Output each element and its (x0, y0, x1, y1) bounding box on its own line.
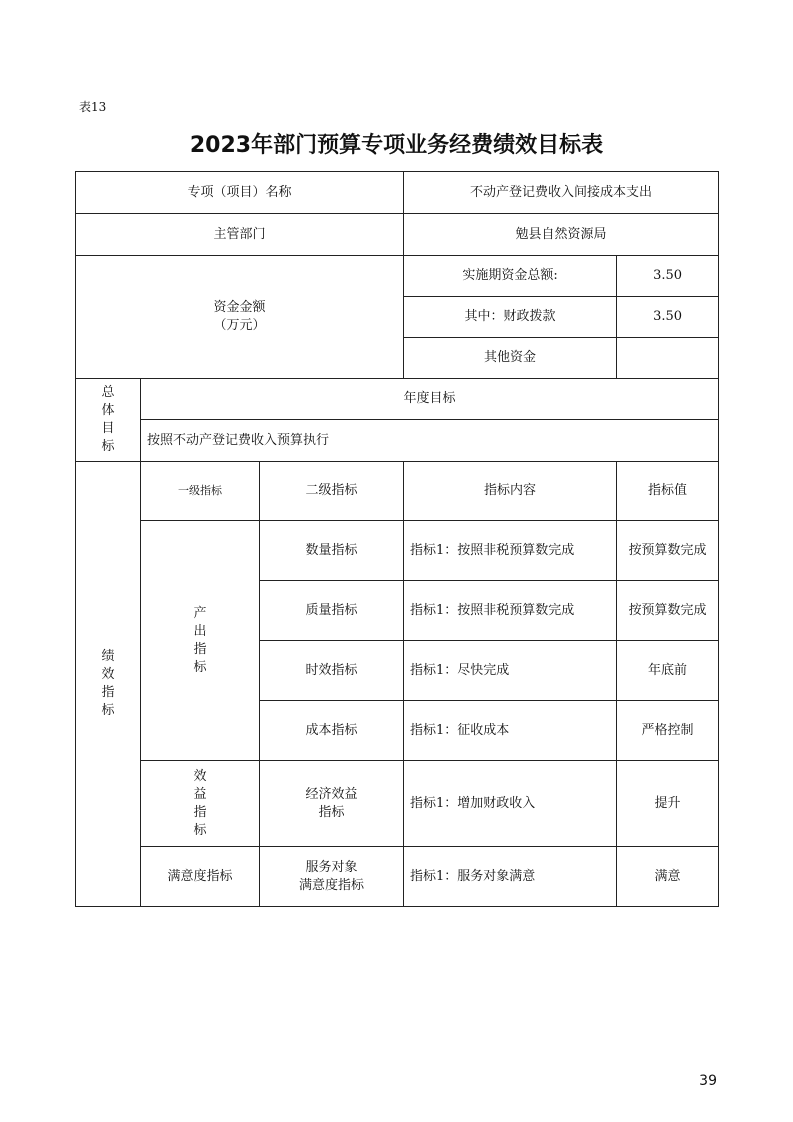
page-number: 39 (699, 1073, 717, 1089)
funds-finance-label: 其中：财政拨款 (404, 297, 617, 338)
department-row (76, 214, 719, 256)
level2-header: 二级指标 (260, 462, 404, 521)
value-header: 指标值 (617, 462, 719, 521)
funds-label-line1: 资金金额 (213, 300, 266, 315)
indicator-header-row (76, 462, 719, 521)
funds-other-value (617, 338, 719, 379)
level1-header: 一级指标 (141, 462, 260, 521)
table-label: 表13 (79, 100, 107, 114)
satisfaction-value: 满意 (617, 847, 719, 907)
funds-total-row (76, 256, 719, 297)
value-cell: 按预算数完成 (617, 581, 719, 641)
project-name-value: 不动产登记费收入间接成本支出 (404, 172, 719, 214)
page-title: 2023年部门预算专项业务经费绩效目标表 (189, 133, 604, 158)
level2-cell: 数量指标 (260, 521, 404, 581)
overall-target-label: 总体目标 (76, 379, 141, 462)
annual-target-text-row (76, 420, 719, 462)
content-cell: 指标1：按照非税预算数完成 (404, 581, 617, 641)
output-indicator-label: 产出指标 (141, 521, 260, 761)
annual-target-header: 年度目标 (141, 379, 719, 420)
funds-label (76, 256, 404, 379)
value-cell: 年底前 (617, 641, 719, 701)
level2-cell: 质量指标 (260, 581, 404, 641)
value-cell: 按预算数完成 (617, 521, 719, 581)
funds-other-label: 其他资金 (404, 338, 617, 379)
department-label: 主管部门 (76, 214, 404, 256)
content-cell: 指标1：征收成本 (404, 701, 617, 761)
value-cell: 严格控制 (617, 701, 719, 761)
funds-total-value: 3.50 (617, 256, 719, 297)
satisfaction-indicator-label: 满意度指标 (141, 847, 260, 907)
benefit-indicator-label: 效益指标 (141, 761, 260, 847)
annual-target-header-row (76, 379, 719, 420)
performance-indicator-label: 绩效指标 (76, 462, 141, 907)
content-cell: 指标1：尽快完成 (404, 641, 617, 701)
table-row (76, 521, 719, 581)
project-name-row (76, 172, 719, 214)
department-value: 勉县自然资源局 (404, 214, 719, 256)
funds-finance-value: 3.50 (617, 297, 719, 338)
satisfaction-row (76, 847, 719, 907)
benefit-content: 指标1：增加财政收入 (404, 761, 617, 847)
annual-target-text: 按照不动产登记费收入预算执行 (141, 420, 719, 462)
content-cell: 指标1：按照非税预算数完成 (404, 521, 617, 581)
satisfaction-content: 指标1：服务对象满意 (404, 847, 617, 907)
level2-cell: 时效指标 (260, 641, 404, 701)
funds-total-label: 实施期资金总额: (404, 256, 617, 297)
level2-cell: 成本指标 (260, 701, 404, 761)
satisfaction-level2: 服务对象 满意度指标 (260, 847, 404, 907)
project-name-label: 专项（项目）名称 (76, 172, 404, 214)
benefit-row (76, 761, 719, 847)
benefit-level2: 经济效益 指标 (260, 761, 404, 847)
content-header: 指标内容 (404, 462, 617, 521)
performance-target-table (75, 171, 719, 907)
funds-label-line2: （万元） (213, 318, 266, 333)
benefit-value: 提升 (617, 761, 719, 847)
